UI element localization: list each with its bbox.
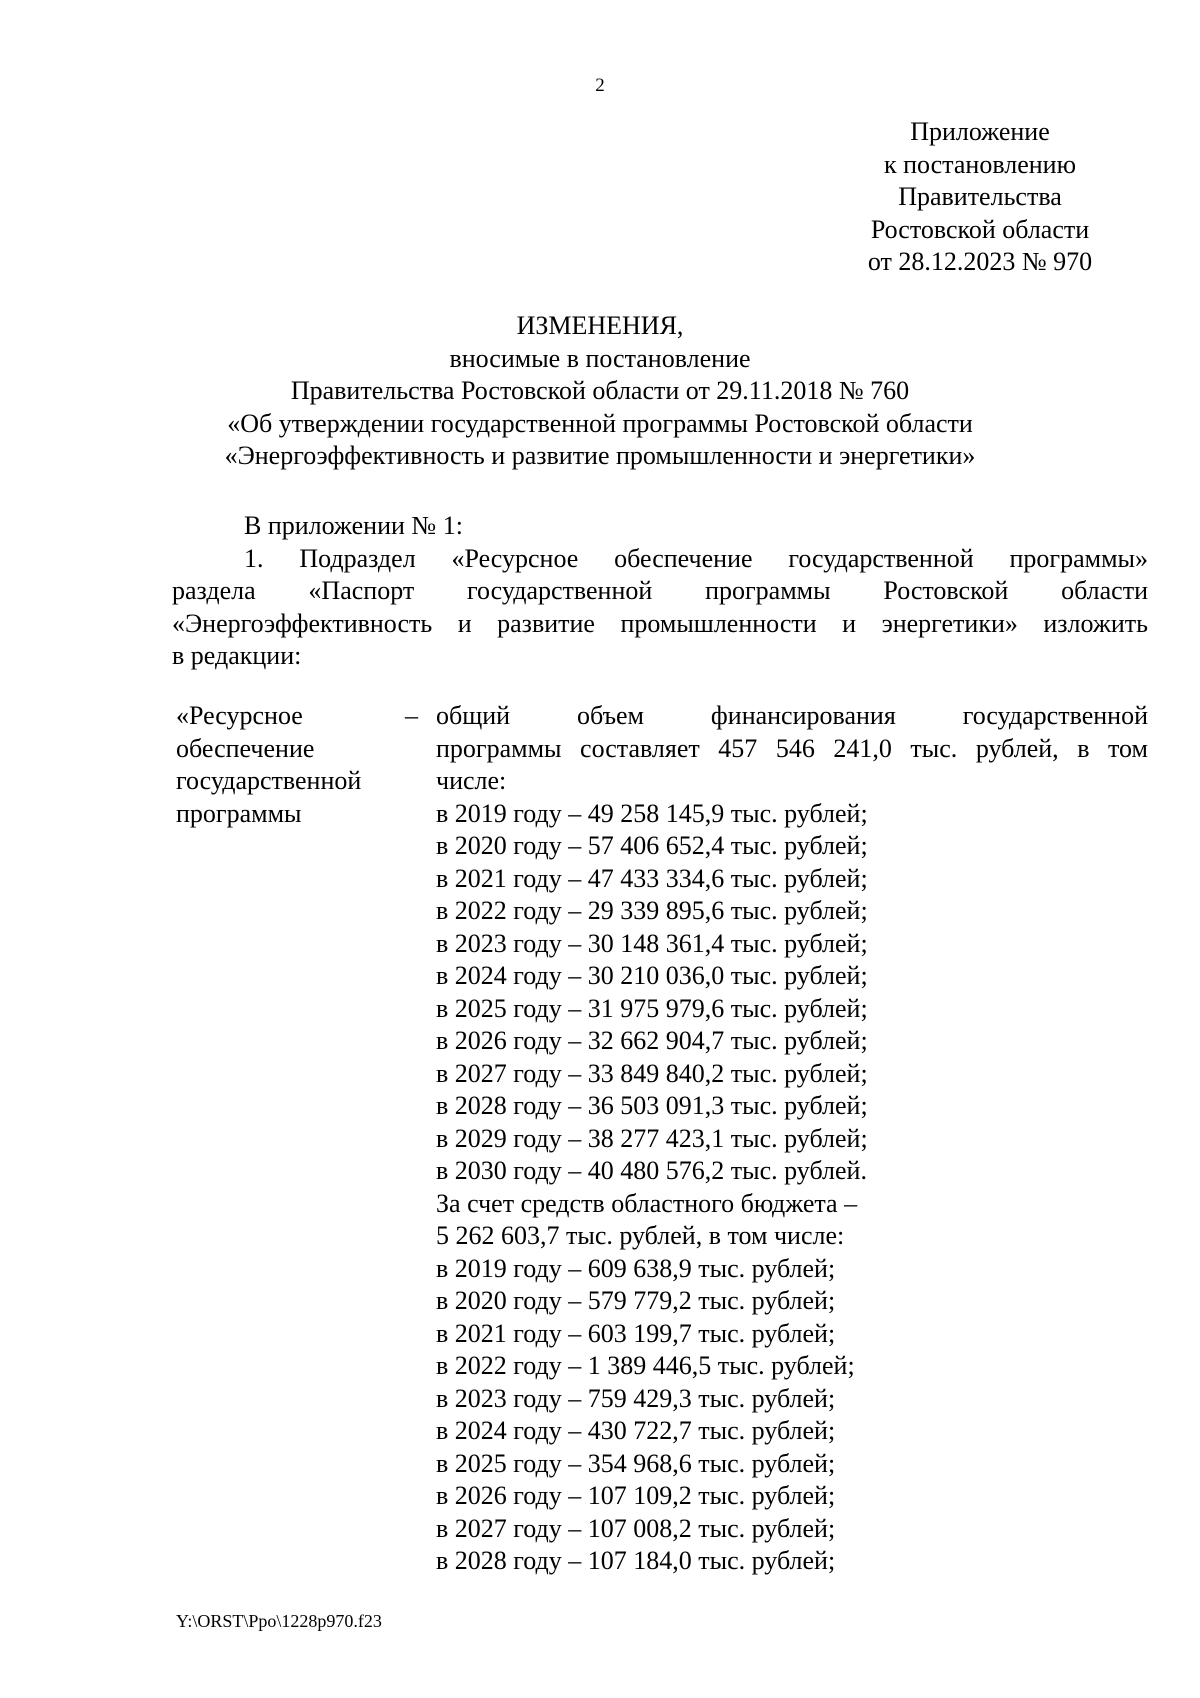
total-year-line: в 2024 году – 30 210 036,0 тыс. рублей; [436,961,868,990]
regional-year-line: в 2020 году – 579 779,2 тыс. рублей; [436,1286,836,1315]
regional-by-year-list [436,1253,1148,1578]
passport-row-content [436,700,1148,1578]
total-year-line: в 2021 году – 47 433 334,6 тыс. рублей; [436,863,868,893]
regional-year-line: в 2025 году – 354 968,6 тыс. рублей; [436,1448,836,1478]
total-year-line: в 2020 году – 57 406 652,4 тыс. рублей; [436,831,868,860]
heading-title: ИЗМЕНЕНИЯ, [516,311,684,340]
total-year-line: в 2028 году – 36 503 091,3 тыс. рублей; [436,1091,868,1120]
row-dash: – [405,701,418,730]
regional-line: За счет средств областного бюджета – [436,1188,858,1218]
total-year-line: в 2029 году – 38 277 423,1 тыс. рублей; [436,1123,868,1153]
intro-line: В приложении № 1: [244,511,463,540]
item-1-line: в редакции: [172,641,302,670]
total-year-line: в 2027 году – 33 849 840,2 тыс. рублей; [436,1058,868,1088]
regional-line: 5 262 603,7 тыс. рублей, в том числе: [436,1221,845,1250]
annex-line: от 28.12.2023 № 970 [867,247,1093,276]
heading-line: «Энергоэффективность и развитие промышленности и энергетики» [224,441,976,470]
body-paragraphs [172,510,1148,673]
label-line: государственной [176,766,362,795]
regional-year-line: в 2022 году – 1 389 446,5 тыс. рублей; [436,1351,855,1380]
heading-line: «Об утверждении государственной программы Ростовской области [227,408,973,438]
item-1-line: раздела «Паспорт государственной программы Ростовской области [172,576,1148,605]
heading-line: вносимые в постановление [449,343,751,373]
annex-block [820,116,1140,279]
file-path-footer: Y:\ORST\Ppo\1228p970.f23 [176,1611,382,1631]
item-1-line: «Энергоэффективность и развитие промышленности и энергетики» изложить [172,608,1148,638]
total-line: общий объем финансирования государственной [436,701,1148,730]
annex-line: к постановлению [883,149,1077,179]
annex-line: Правительства [898,182,1062,211]
total-year-line: в 2026 году – 32 662 904,7 тыс. рублей; [436,1026,868,1055]
regional-year-line: в 2019 году – 609 638,9 тыс. рублей; [436,1253,836,1283]
label-line: программы [176,798,302,828]
label-line: обеспечение [176,733,315,763]
regional-year-line: в 2027 году – 107 008,2 тыс. рублей; [436,1513,836,1543]
total-line: числе: [436,766,507,795]
total-year-line: в 2019 году – 49 258 145,9 тыс. рублей; [436,798,868,828]
document-heading [0,310,1200,473]
total-year-line: в 2030 году – 40 480 576,2 тыс. рублей. [436,1156,867,1185]
total-year-line: в 2023 году – 30 148 361,4 тыс. рублей; [436,928,868,958]
total-year-line: в 2022 году – 29 339 895,6 тыс. рублей; [436,896,868,925]
label-line: «Ресурсное [176,701,303,730]
page-number: 2 [595,75,605,96]
regional-year-line: в 2024 году – 430 722,7 тыс. рублей; [436,1416,836,1445]
passport-row-label [176,700,396,830]
regional-year-line: в 2028 году – 107 184,0 тыс. рублей; [436,1546,836,1575]
total-line: программы составляет 457 546 241,0 тыс. рублей, в том [436,733,1148,763]
item-1-line: 1. Подраздел «Ресурсное обеспечение государственной программы» [244,543,1148,573]
regional-year-line: в 2021 году – 603 199,7 тыс. рублей; [436,1318,836,1348]
annex-line: Ростовской области [870,214,1090,244]
regional-year-line: в 2023 году – 759 429,3 тыс. рублей; [436,1383,836,1413]
regional-year-line: в 2026 году – 107 109,2 тыс. рублей; [436,1481,836,1510]
annex-line: Приложение [910,117,1050,146]
total-year-line: в 2025 году – 31 975 979,6 тыс. рублей; [436,993,868,1023]
total-by-year-list [436,798,1148,1188]
heading-line: Правительства Ростовской области от 29.11.2018 № 760 [290,376,910,405]
